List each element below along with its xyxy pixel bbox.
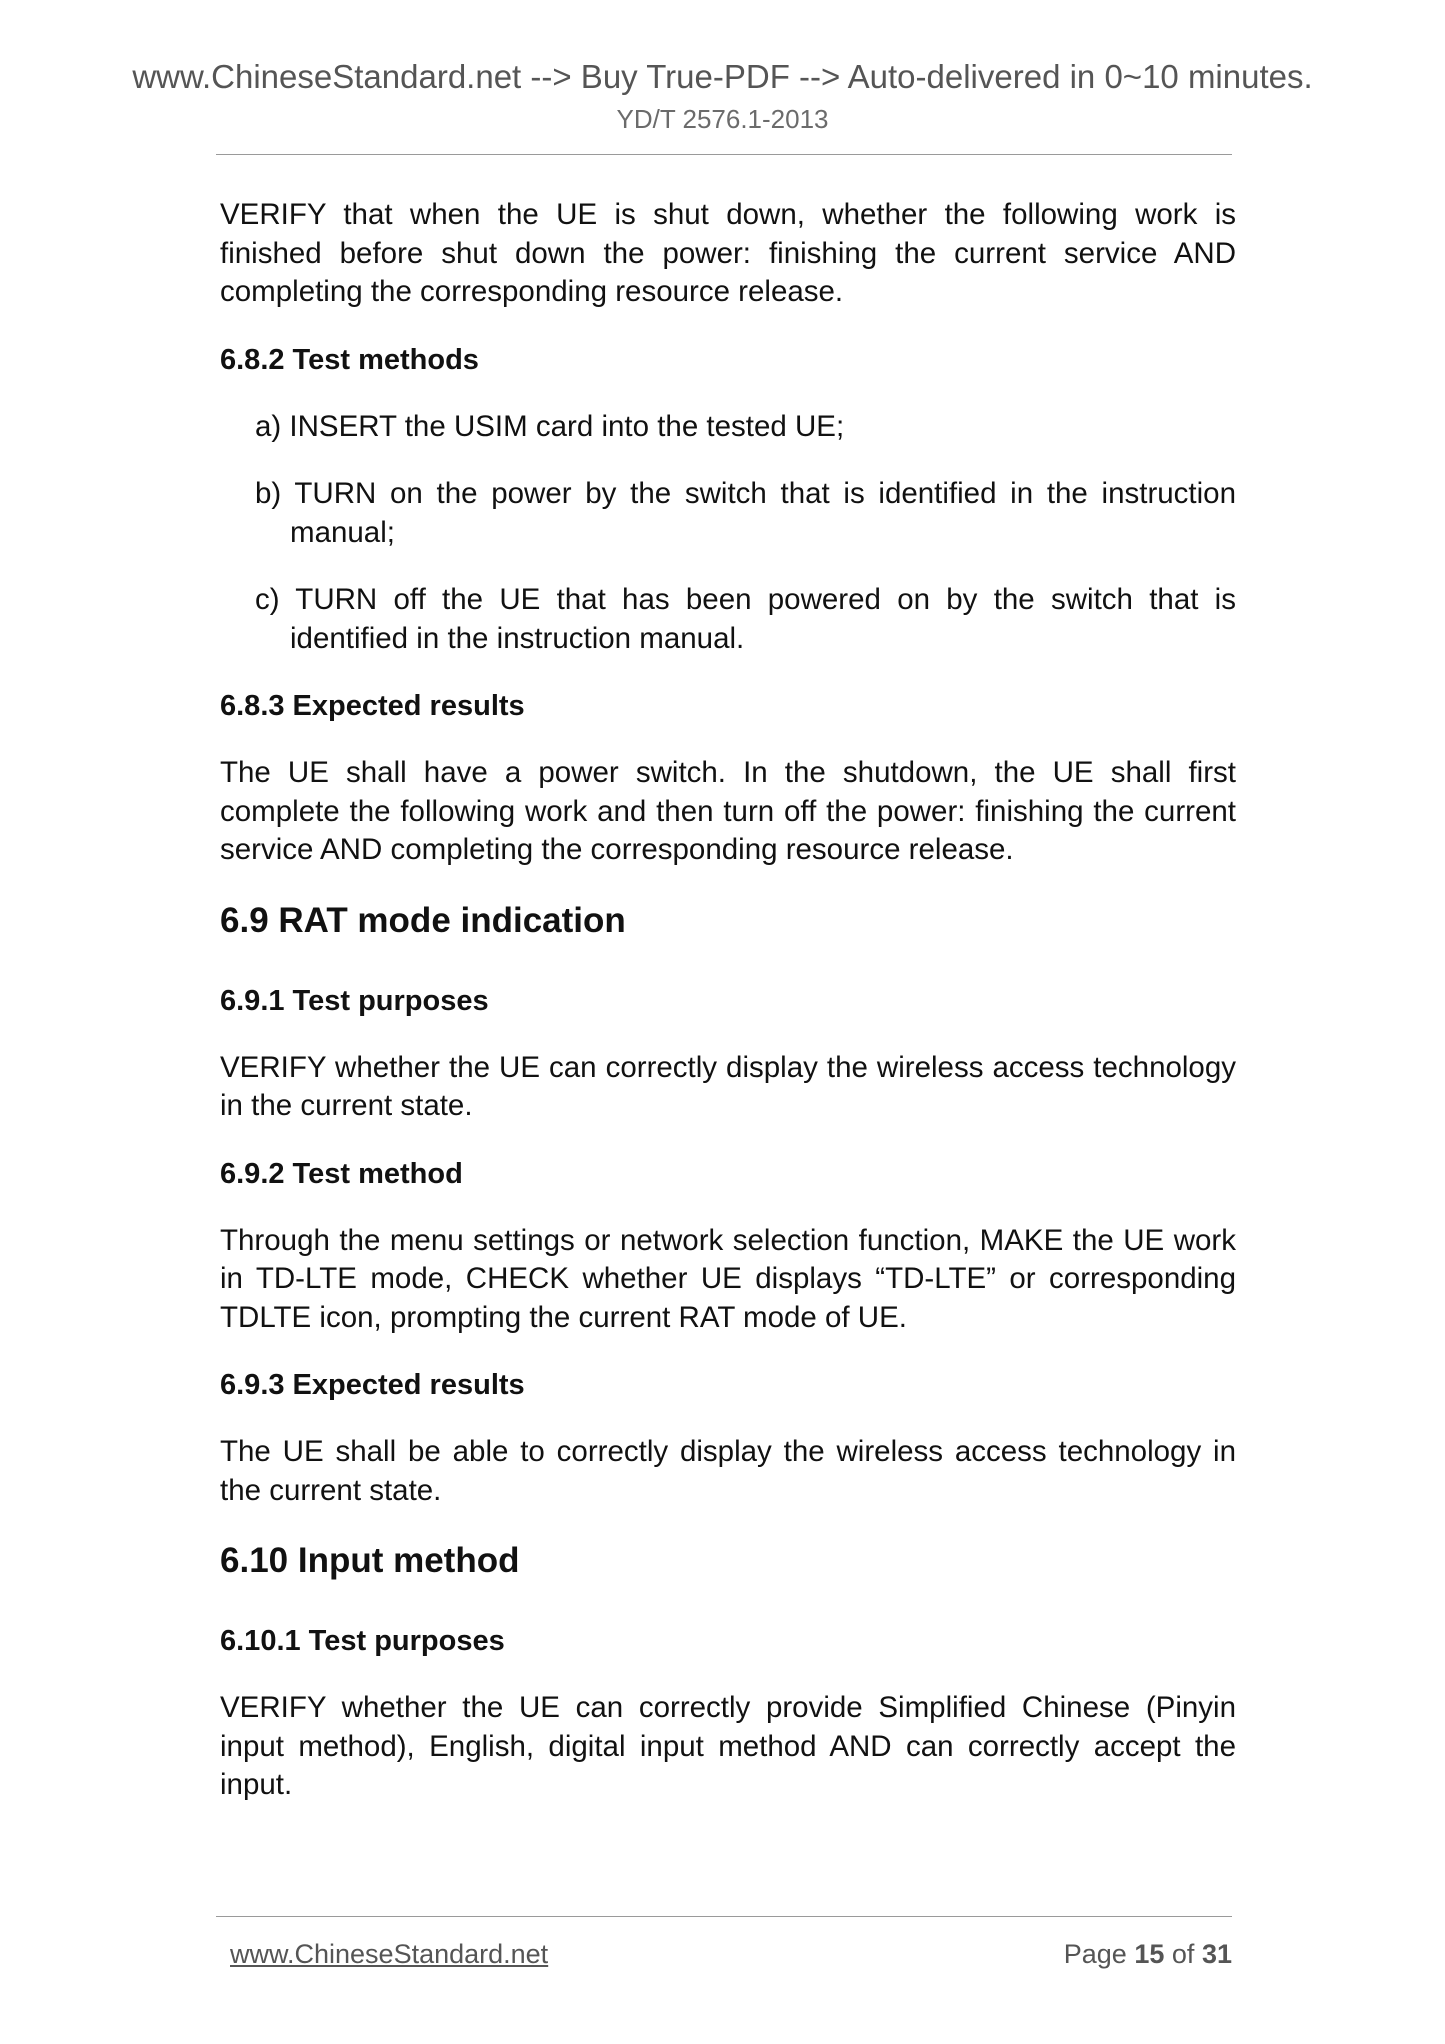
- footer-website-link[interactable]: www.ChineseStandard.net: [230, 1939, 549, 1969]
- footer-divider: [216, 1916, 1232, 1917]
- page-indicator: [1064, 1936, 1232, 1972]
- section-6-9-1-heading: 6.9.1 Test purposes: [220, 984, 489, 1017]
- page-total: 31: [1201, 1939, 1232, 1969]
- document-number: YD/T 2576.1-2013: [616, 104, 829, 134]
- section-6-9-2-heading: 6.9.2 Test method: [220, 1157, 463, 1190]
- page-content: [220, 196, 1236, 1834]
- section-6-8-3-text: The UE shall have a power switch. In the shutdown, the UE shall first complete the following work and then turn off the power: finishing the current service AND completing the corresponding resource release.: [220, 756, 1236, 866]
- section-6-9-3-heading: 6.9.3 Expected results: [220, 1369, 525, 1401]
- section-6-9-heading: 6.9 RAT mode indication: [220, 900, 626, 940]
- intro-paragraph: VERIFY that when the UE is shut down, whether the following work is finished before shut down the power: finishing the current service AND completing the corresponding resource release.: [220, 198, 1236, 308]
- section-6-8-2-heading: 6.8.2 Test methods: [220, 343, 479, 376]
- header-divider: [216, 154, 1232, 155]
- section-6-9-1-text: VERIFY whether the UE can correctly display the wireless access technology in the current state.: [220, 1050, 1236, 1122]
- page-label: Page: [1063, 1939, 1127, 1969]
- site-banner: www.ChineseStandard.net --> Buy True-PDF --> Auto-delivered in 0~10 minutes.: [132, 58, 1313, 95]
- section-6-8-3-heading: 6.8.3 Expected results: [220, 690, 525, 722]
- step-item: c) TURN off the UE that has been powered on by the switch that is identified in the instruction manual.: [255, 583, 1236, 655]
- page-of: of: [1171, 1939, 1195, 1969]
- section-6-9-2-text: Through the menu settings or network selection function, MAKE the UE work in TD-LTE mode, CHECK whether UE displays “TD-LTE” or corresponding TDLTE icon, prompting the current RAT mode of UE.: [220, 1223, 1236, 1334]
- section-6-10-heading: 6.10 Input method: [220, 1541, 520, 1580]
- test-method-steps: [220, 408, 1236, 659]
- section-6-10-1-text: VERIFY whether the UE can correctly provide Simplified Chinese (Pinyin input method), English, digital input method AND can correctly accept the input.: [220, 1691, 1236, 1801]
- section-6-10-1-heading: 6.10.1 Test purposes: [220, 1625, 505, 1657]
- section-6-9-3-text: The UE shall be able to correctly display the wireless access technology in the current state.: [220, 1435, 1236, 1507]
- step-item: b) TURN on the power by the switch that is identified in the instruction manual;: [255, 477, 1236, 549]
- step-item: a) INSERT the USIM card into the tested UE;: [255, 409, 845, 443]
- page-current: 15: [1134, 1939, 1165, 1969]
